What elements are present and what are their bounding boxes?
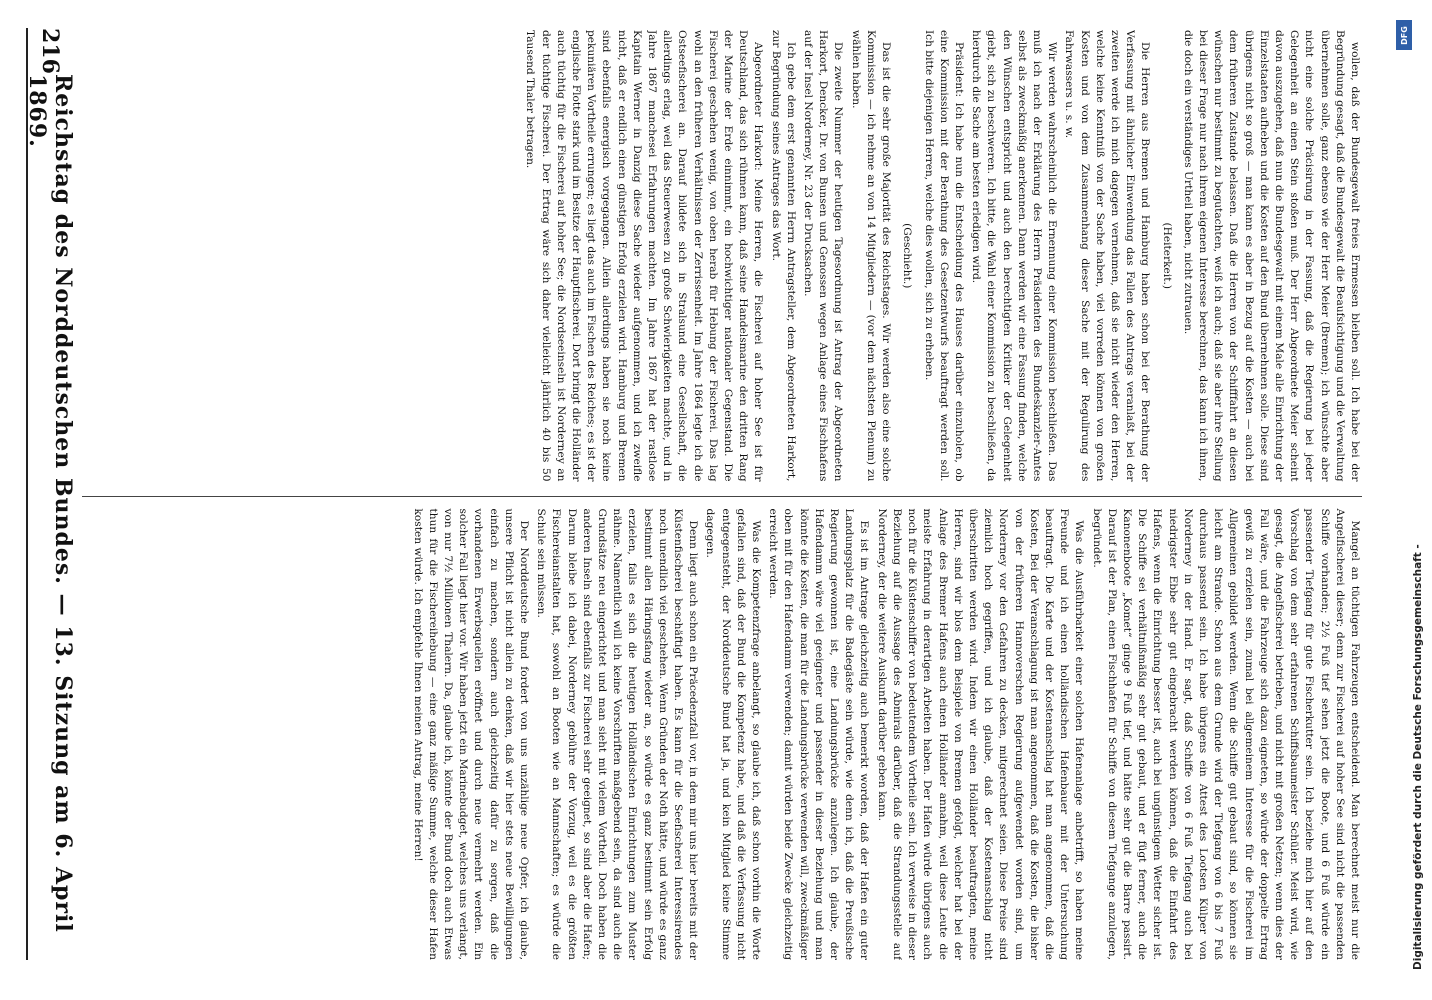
stage-direction: (Heiterkeit.) [1160, 222, 1173, 289]
page-number: 216 [37, 28, 63, 74]
paragraph: Die zweite Nummer der heutigen Tagesordnung ist Antrag der Abgeordneten Harkort, Dencker, Dr. von Bunsen und Genossen wegen Anlage eines Fischhafens auf der Insel Norderney, Nr. 23 der Drucksachen. [802, 30, 845, 482]
running-title: Reichstag des Norddeutschen Bundes. — 13. Sitzung am 6. April 1869. [24, 73, 76, 933]
stage-direction: (Geschieht.) [901, 223, 914, 289]
digitization-credit [1386, 20, 1426, 980]
paragraph: Was die Ausführbarkeit einer solchen Hafenanlage anbetrifft, so haben meine Freunde und ich einen holländischen Hafenbauer mit der Untersuchung beauftragt. Die Karte und der Kostenanschlag hat man angenommen, daß die Kosten, Bei der Veranschlagung ist man angenommen, daß die Kosten, die bisher von der früheren Hannoverschen Regierung aufgewendet worden sind, um Norderney vor den Gefahren zu decken, mitgerechnet seien. Diese Preise sind ziemlich hoch gegriffen, und ich glaube, daß der Kostenanschlag nicht überschritten werden wird. Indem wir einen Holländer beauftragten, meine Herren, sind wir blos dem Beispiele von Bremen gefolgt, welcher hat bei der Anlage des Bremer Hafens auch einen Holländer annahm, weil diese Leute die meiste Erfahrung in derartigen Arbeiten haben. Der Hafen würde übrigens auch noch für die Küstenschiffer von bedeutendem Vortheile sein. Ich verweise in dieser Beziehung auf die Aussage des Abmirals darüber, daß die Strandungsstelle auf Norderney, der die weitere Auskunft darüber geben kann. [875, 508, 1086, 960]
paragraph: Es ist im Antrage gleichzeitig auch bemerkt worden, daß der Hafen ein guter Landungsplatz für die Badegäste sein würde, wie denn ich, daß die Preußische Regierung gewonnen ist, eine Landungsbrücke anzulegen. Ich glaube, der Hafendamm wäre viel geeigneter und passender in dieser Beziehung und man könnte die Kosten, die man für die Landungsbrücke verwenden will, zweckmäßiger oben mit für den Hafendamm verwenden; damit würden beide Zwecke gleichzeitig erreicht werden. [767, 508, 871, 960]
text-columns [82, 30, 1362, 960]
paragraph: Präsident: Ich habe nun die Entscheidung des Hauses darüber einzuholen, ob eine Kommission mit der Berathung des Gesetzentwurfs beauftragt werden soll. Ich bitte diejenigen Herren, welche dies wollen, sich zu erheben. [922, 30, 965, 482]
paragraph: Der Norddeutsche Bund fordert von uns unzählige neue Opfer, ich glaube, unsere Pflicht ist nicht allein zu denken, daß wir hier stets neue Bewilligungen einfach zu machen, sondern auch gleichzeitig dafür zu sorgen, daß die vorhandenen Erwerbsquellen eröffnet und durch neue vermehrt werden. Ein solcher Fall liegt hier vor. Wir haben jetzt ein Marinebudget, welches uns verlangt, von nur 7½ Millionen Thalern. Da, glaube ich, könnte der Bund doch auch Etwas thun für die Fischereihebung — eine ganz mäßige Summe, welche dieser Hafen kosten würde. Ich empfehle Ihnen meinen Antrag, meine Herren! [411, 508, 531, 960]
column-left [82, 30, 1362, 482]
paragraph: Mangel an tüchtigen Fahrzeugen entscheidend. Man berechnet meist nur die Angelfischerei dieser; denn zur Fischerei auf hoher See sind nicht die passenden Schiffe vorhanden; 2½ Fuß tief sehen jetzt die Boote, und 6 Fuß würde ein passender Tiefgang für gute Fischerkutter sein. Ich beziehe mich hier auf den Vorschlag von dem sehr erfahrenen Schiffsbaumeister Schüler. Meist wird, wie gesagt, die Angelfischerei betrieben, und nicht mit großen Netzen; wenn dies der Fall wäre, und die Fahrzeuge sich dazu eigneten, so würde der doppelte Ertrag gewiß zu erzielen sein, zumal bei allgemeinem Interesse für die Fischerei im Allgemeinen gebildet werden. Wenn die Schiffe gut gebaut sind, so können sie leicht am Strande. Schon aus dem Grunde wird der Tiefgang von 6 bis 7 Fuß durchaus passend sein. Ich habe übrigens ein Attest des Lootsen Külper von Norderney in der Hand. Er sagt, daß Schiffe von 6 Fuß Tiefgang auch bei niedrigster Ebbe sehr gut eingebracht werden können, daß die Einfahrt des Hafens, wenn die Einrichtung besser ist, auch bei ungünstigem Wetter sicher ist. Die Schiffe sei verhältnißmäßig sehr gut gebaut, und er fügt ferner, auch die Kanonenboote „Komet“ ginge 9 Fuß tief, und hätte sehr gut die Barre passirt. Darauf ist der Plan, einen Fischhafen für Schiffe von diesem Tiefgange anzulegen, begründet. [1090, 508, 1361, 960]
credit-text: Digitalisierung gefördert durch die Deutsche Forschungsgemeinschaft - [1412, 544, 1424, 970]
paragraph: Wir werden wahrscheinlich die Ernennung einer Kommission beschließen. Das muß ich nach der Erklärung des Herrn Präsidenten des Bundeskanzler-Amtes selbst als zweckmäßig anerkennen. Dann werden wir eine Fassung finden, welche den Wünschen entspricht und auch den berechtigten Kritiker der Gelegenheit giebt, sich zu beschweren. Ich bitte, die Wahl einer Kommission zu beschließen, da hierdurch die Sache am besten erledigen wird. [970, 30, 1059, 482]
paragraph: Was die Kompetenzfrage anbelangt, so glaube ich, daß schon vorhin die Worte gefallen sind, daß der Bund die Kompetenz habe, und daß die Verfassung nicht entgegensteht, der Norddeutsche Bund hat ja, und kein Mitglied keine Stimme dagegen. [704, 508, 763, 960]
paragraph: Ich gebe dem erst genannten Herrn Antragsteller, dem Abgeordneten Harkort, zur Begründung seines Antrages das Wort. [769, 30, 797, 482]
paragraph: Denn liegt auch schon ein Präcedenzfall vor, in dem mir uns hier bereits mit der Küstenfischerei beschäftigt haben. Es kann für die Seefischerei Interessirendes noch unendlich viel geschehen. Wenn Gründen der Noth hätte, und würde es ganz bestimmt allen Häringsfang wieder an, so würde es ganz bestimmt sein Erfolg erzielen, falls es sich die heutigen Holländischen Einrichtungen zum Muster nähme. Namentlich will ich keine Vorschriften maßgebend sein, da sind auch die Grundsätze neu eingerichtet und man sieht mit vielem Vortheil. Doch haben die anderen Inseln sind ebenfalls zur Fischerei sehr geeignet, so sind aber die Hafen; Darum bleibe ich dabei, Norderney gebühre der Vorzug, weil es die größten Fischereianstalten hat, sowohl an Booten wie an Mannschaften; es würde die Schule sein müssen. [535, 508, 700, 960]
paragraph: Abgeordneter Harkort: Meine Herren, die Fischerei auf hoher See ist für Deutschland, das sich rühmen kann, daß seine Handelsmarine den dritten Rang der Marine der Erde einnimmt, ein hochwichtiger nationaler Gegenstand. Die Fischerei geschehen wenig, von oben herab für Hebung der Fischerei. Das lag wohl an den früheren Verhältnissen der Zerrissenheit. Im Jahre 1864 legte ich die Ostseefischerei an. Darauf bildete sich in Stralsund eine Gesellschaft, die allerdings erlag, weil das Steuerwesen zu große Schwierigkeiten machte, und in Jahre 1867 manchesei Erfahrungen machten. Im Jahre 1867 hat der rastlose Kapitain Werner in Danzig diese Sache wieder aufgenommen, und ich zweifle nicht, daß er endlich einen günstigen Erfolg erzielen wird. Hamburg und Bremen sind ebenfalls energisch vorgegangen. Allein allerdings haben sie noch keine pekuniären Vortheile errungen; es liegt das auch im Fischen des Reiches; es ist der englische Flotte stark und im Besitze der Hauptfischerei. Dort bringt die Holländer auch tüchtig für die Fischerei auf hoher See; die Nordseeinseln ist Norderney an der tüchtige Fischerei. Der Ertrag wäre sich daher vielleicht jährlich 40 bis 50 Tausend Thaler betragen. [524, 30, 765, 482]
column-right [82, 496, 1362, 961]
paragraph: Die Herren aus Bremen und Hamburg haben schon bei der Berathung der Verfassung mit ähnlicher Einwendung das Fallen des Antrags veranlaßt, bei der zweiten werde ich mich dagegen vernehmen, daß sie nicht wieder den Herren, welche keine Kenntniß von der Sache haben, viel vorreden können von großen Kosten und von dem Zusammenhang dieser Sache mit der Regulirung des Fahrwassers u. s. w. [1063, 30, 1152, 482]
dfg-logo-icon: DFG [1396, 20, 1412, 50]
paragraph: Das ist die sehr große Majorität des Reichstages. Wir werden also eine solche Kommission — ich nehme an von 14 Mitgliedern — (vor dem nächsten Plenum) zu wählen haben. [849, 30, 893, 482]
paragraph: wollen, daß der Bundesgewalt freies Ermessen bleiben soll. Ich habe bei der Begründung gesagt, daß die Bundesgewalt die Beaufsichtigung und die Verwaltung übernehmen solle, ganz ebenso wie der Herr Meier (Bremen); ich wünschte aber nicht eine solche Präcisirung in der Fassung, daß die Regierung bei jeder Gelegenheit an einen Stein stoßen muß. Der Herr Abgeordnete Meier scheint davon auszugehen, daß nun die Bundesgewalt mit einem Male alle Einrichtung der Einzelstaaten aufheben und die Kosten auf den Bund übernehmen solle. Diese sind übrigens nicht so groß — man kann es aber in Bezug auf die Kosten — auch bei dem früheren Zustande belassen. Daß die Herren von der Schifffahrt an diesen wünschen nur bestimmt zu begutachten, weiß ich auch; daß sie aber ihre Stellung bei dieser Frage nur nach ihrem eigenen Interesse berechnen, das kann ich ihnen, die doch ein verständiges Urtheil haben, nicht zutrauen. [1181, 30, 1361, 482]
page-header [24, 28, 76, 960]
